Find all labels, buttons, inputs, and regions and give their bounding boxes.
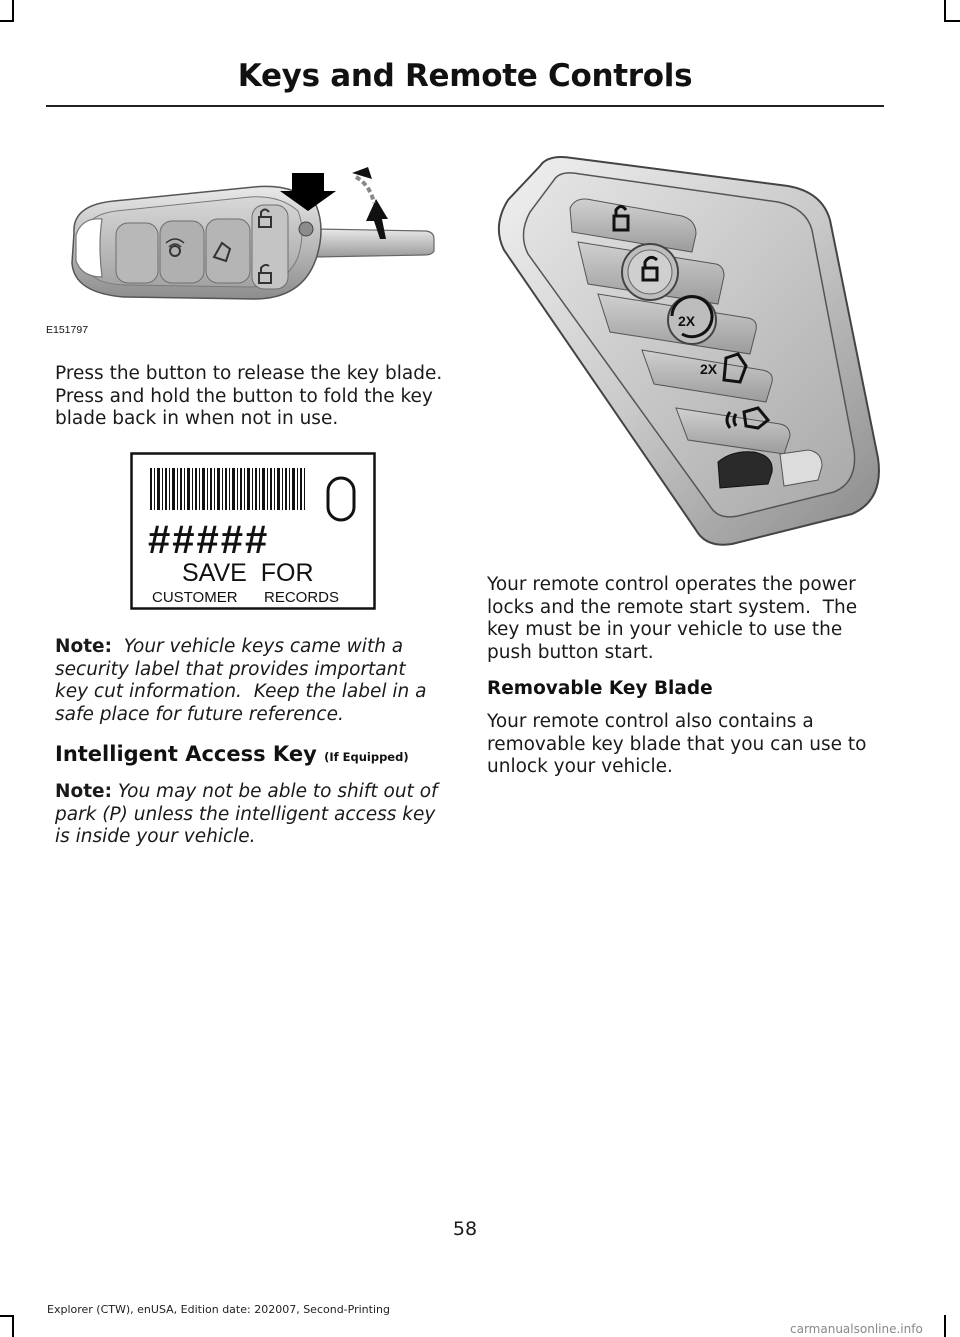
intelligent-access-fob-illustration: [492, 150, 884, 550]
page-number: 58: [452, 1218, 478, 1240]
shift-park-note: [55, 781, 450, 849]
crop-mark: [944, 1315, 946, 1337]
figure-id: E151797: [46, 324, 89, 336]
blade-release-text: Press the button to release the key blade. Press and hold the button to fold the key blade back in when not in use.: [55, 363, 443, 429]
page-title: Keys and Remote Controls: [237, 58, 693, 94]
watermark-text: carmanualsonline.info: [790, 1322, 923, 1336]
section-title: Intelligent Access Key: [55, 742, 317, 766]
section-heading: [55, 742, 409, 766]
crop-mark: [944, 20, 960, 22]
flip-key-illustration: [46, 165, 444, 345]
liftgate-2x: 2X: [700, 361, 718, 377]
key-hole-icon: [328, 478, 354, 520]
note-text: You may not be able to shift out of park (P) unless the intelligent access key is inside your vehicle.: [55, 781, 444, 847]
remote-control-text: Your remote control operates the power locks and the remote start system. The key must be in your vehicle to use the push button start.: [487, 574, 864, 663]
security-label-illustration: [130, 452, 376, 610]
note-text: Your vehicle keys came with a security label that provides important key cut information. Keep the label in a safe place for future reference.: [55, 636, 433, 725]
crop-mark: [0, 1315, 14, 1317]
edition-footer: Explorer (CTW), enUSA, Edition date: 202007, Second-Printing: [47, 1303, 390, 1316]
crop-mark: [12, 1315, 14, 1337]
note-label: Note:: [55, 781, 112, 802]
label-hashes: #####: [148, 518, 270, 562]
crop-mark: [0, 20, 14, 22]
label-customer: CUSTOMER: [152, 589, 238, 606]
note-label: Note:: [55, 636, 112, 657]
removable-blade-heading: Removable Key Blade: [487, 678, 713, 699]
removable-blade-text: Your remote control also contains a removable key blade that you can use to unlock your vehicle.: [487, 711, 867, 777]
security-label-note: [55, 636, 440, 726]
crop-mark: [944, 0, 946, 22]
crop-mark: [12, 0, 14, 22]
label-line1: SAVE FOR: [182, 559, 314, 587]
section-qualifier: (If Equipped): [324, 750, 409, 764]
label-records: RECORDS: [264, 589, 340, 606]
remote-start-2x: 2X: [678, 313, 696, 329]
header-rule: [46, 105, 884, 107]
